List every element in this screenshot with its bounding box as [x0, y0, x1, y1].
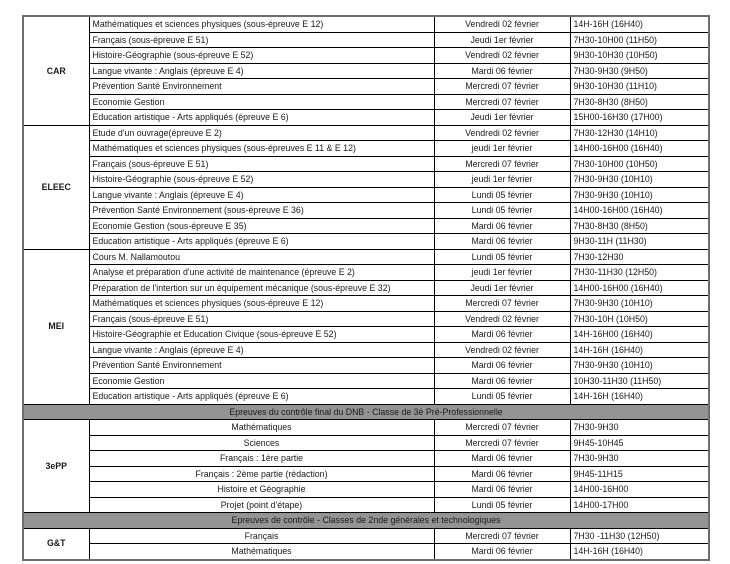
section-band-label: Epreuves du contrôle final du DNB - Classe de 3è Pré-Professionnelle — [23, 404, 709, 420]
date-cell: Mercredi 07 février — [434, 296, 570, 312]
group-code-cell: G&T — [23, 528, 89, 560]
date-cell: Vendredi 02 février — [434, 311, 570, 327]
date-cell: Mardi 06 février — [434, 466, 570, 482]
subject-cell: Français (sous-épreuve E 51) — [89, 156, 434, 172]
date-cell: Mercredi 07 février — [434, 528, 570, 544]
time-cell: 14H00-16H00 — [570, 482, 709, 498]
date-cell: Vendredi 02 février — [434, 16, 570, 32]
time-cell: 10H30-11H30 (11H50) — [570, 373, 709, 389]
time-cell: 14H-16H00 (16H40) — [570, 327, 709, 343]
time-cell: 15H00-16H30 (17H00) — [570, 110, 709, 126]
time-cell: 14H-16H (16H40) — [570, 544, 709, 560]
section-band-label: Epreuves de contrôle - Classes de 2nde générales et technologiques — [23, 513, 709, 529]
subject-cell: Français : 1ère partie — [89, 451, 434, 467]
table-row — [23, 342, 709, 358]
subject-cell: Analyse et préparation d'une activité de maintenance (épreuve E 2) — [89, 265, 434, 281]
table-row — [23, 435, 709, 451]
exam-schedule-body — [23, 16, 709, 560]
section-band-row — [23, 404, 709, 420]
date-cell: Mardi 06 février — [434, 544, 570, 560]
date-cell: Mardi 06 février — [434, 327, 570, 343]
table-row — [23, 265, 709, 281]
group-code-cell: ELEEC — [23, 125, 89, 249]
date-cell: Vendredi 02 février — [434, 125, 570, 141]
subject-cell: Economie Gestion — [89, 94, 434, 110]
subject-cell: Français (sous-épreuve E 51) — [89, 32, 434, 48]
date-cell: Lundi 05 février — [434, 187, 570, 203]
time-cell: 7H30-9H30 (9H50) — [570, 63, 709, 79]
time-cell: 14H-16H (16H40) — [570, 389, 709, 405]
date-cell: Mercredi 07 février — [434, 156, 570, 172]
subject-cell: Préparation de l'intertion sur un équipement mécanique (sous-épreuve E 32) — [89, 280, 434, 296]
group-code-cell: 3ePP — [23, 420, 89, 513]
date-cell: Lundi 05 février — [434, 203, 570, 219]
table-row — [23, 187, 709, 203]
date-cell: Vendredi 02 février — [434, 342, 570, 358]
time-cell: 7H30-9H30 — [570, 420, 709, 436]
time-cell: 14H00-17H00 — [570, 497, 709, 513]
time-cell: 14H00-16H00 (16H40) — [570, 280, 709, 296]
subject-cell: Prévention Santé Environnement — [89, 358, 434, 374]
subject-cell: Prévention Santé Environnement — [89, 79, 434, 95]
subject-cell: Projet (point d'étape) — [89, 497, 434, 513]
date-cell: Mardi 06 février — [434, 482, 570, 498]
time-cell: 9H45-11H15 — [570, 466, 709, 482]
subject-cell: Français : 2ème partie (rédaction) — [89, 466, 434, 482]
date-cell: Mercredi 07 février — [434, 420, 570, 436]
table-row — [23, 544, 709, 560]
time-cell: 9H30-10H30 (11H10) — [570, 79, 709, 95]
table-row — [23, 110, 709, 126]
time-cell: 7H30-10H00 (11H50) — [570, 32, 709, 48]
subject-cell: Français — [89, 528, 434, 544]
subject-cell: Histoire-Géographie (sous-épreuve E 52) — [89, 172, 434, 188]
date-cell: Mardi 06 février — [434, 373, 570, 389]
table-row — [23, 373, 709, 389]
table-row — [23, 218, 709, 234]
time-cell: 7H30 -11H30 (12H50) — [570, 528, 709, 544]
table-row — [23, 16, 709, 32]
subject-cell: Français (sous-épreuve E 51) — [89, 311, 434, 327]
table-row — [23, 280, 709, 296]
subject-cell: Economie Gestion (sous-épreuve E 35) — [89, 218, 434, 234]
date-cell: jeudi 1er février — [434, 265, 570, 281]
subject-cell: Prévention Santé Environnement (sous-épreuve E 36) — [89, 203, 434, 219]
date-cell: Mardi 06 février — [434, 218, 570, 234]
subject-cell: Education artistique - Arts appliqués (épreuve E 6) — [89, 110, 434, 126]
date-cell: Mardi 06 février — [434, 358, 570, 374]
table-row — [23, 466, 709, 482]
group-code-cell: MEI — [23, 249, 89, 404]
time-cell: 9H30-10H30 (10H50) — [570, 48, 709, 64]
table-row — [23, 296, 709, 312]
subject-cell: Histoire et Géographie — [89, 482, 434, 498]
table-row — [23, 32, 709, 48]
date-cell: Mercredi 07 février — [434, 94, 570, 110]
subject-cell: Economie Gestion — [89, 373, 434, 389]
time-cell: 14H00-16H00 (16H40) — [570, 141, 709, 157]
table-row — [23, 497, 709, 513]
time-cell: 7H30-9H30 (10H10) — [570, 296, 709, 312]
table-row — [23, 172, 709, 188]
time-cell: 7H30-9H30 (10H10) — [570, 187, 709, 203]
date-cell: jeudi 1er février — [434, 172, 570, 188]
subject-cell: Mathématiques — [89, 420, 434, 436]
table-row — [23, 358, 709, 374]
subject-cell: Etude d'un ouvrage(épreuve E 2) — [89, 125, 434, 141]
subject-cell: Langue vivante : Anglais (épreuve E 4) — [89, 187, 434, 203]
table-row — [23, 156, 709, 172]
time-cell: 7H30-9H30 — [570, 451, 709, 467]
time-cell: 7H30-12H30 (14H10) — [570, 125, 709, 141]
table-row — [23, 327, 709, 343]
time-cell: 7H30-11H30 (12H50) — [570, 265, 709, 281]
date-cell: Jeudi 1er février — [434, 110, 570, 126]
date-cell: Vendredi 02 février — [434, 48, 570, 64]
subject-cell: Mathématiques et sciences physiques (sous-épreuve E 12) — [89, 296, 434, 312]
subject-cell: Langue vivante : Anglais (épreuve E 4) — [89, 342, 434, 358]
date-cell: Mardi 06 février — [434, 63, 570, 79]
table-row — [23, 234, 709, 250]
table-row — [23, 125, 709, 141]
date-cell: Mardi 06 février — [434, 451, 570, 467]
date-cell: Mardi 06 février — [434, 234, 570, 250]
date-cell: Lundi 05 février — [434, 249, 570, 265]
section-band-row — [23, 513, 709, 529]
table-row — [23, 249, 709, 265]
time-cell: 7H30-8H30 (8H50) — [570, 94, 709, 110]
table-row — [23, 528, 709, 544]
exam-schedule-table — [22, 15, 710, 561]
subject-cell: Education artistique - Arts appliqués (épreuve E 6) — [89, 234, 434, 250]
table-row — [23, 420, 709, 436]
subject-cell: Langue vivante : Anglais (épreuve E 4) — [89, 63, 434, 79]
time-cell: 7H30-8H30 (8H50) — [570, 218, 709, 234]
table-row — [23, 141, 709, 157]
subject-cell: Mathématiques et sciences physiques (sous-épreuve E 12) — [89, 16, 434, 32]
table-row — [23, 389, 709, 405]
time-cell: 7H30-10H (10H50) — [570, 311, 709, 327]
table-row — [23, 79, 709, 95]
date-cell: Mercredi 07 février — [434, 435, 570, 451]
time-cell: 7H30-9H30 (10H10) — [570, 172, 709, 188]
subject-cell: Histoire-Géographie (sous-épreuve E 52) — [89, 48, 434, 64]
date-cell: Lundi 05 février — [434, 389, 570, 405]
subject-cell: Histoire-Géographie et Education Civique (sous-épreuve E 52) — [89, 327, 434, 343]
table-row — [23, 482, 709, 498]
time-cell: 14H-16H (16H40) — [570, 342, 709, 358]
date-cell: Jeudi 1er février — [434, 32, 570, 48]
time-cell: 9H30-11H (11H30) — [570, 234, 709, 250]
subject-cell: Sciences — [89, 435, 434, 451]
subject-cell: Education artistique - Arts appliqués (épreuve E 6) — [89, 389, 434, 405]
date-cell: jeudi 1er février — [434, 141, 570, 157]
time-cell: 14H-16H (16H40) — [570, 16, 709, 32]
table-row — [23, 311, 709, 327]
time-cell: 7H30-10H00 (10H50) — [570, 156, 709, 172]
date-cell: Mercredi 07 février — [434, 79, 570, 95]
group-code-cell: CAR — [23, 16, 89, 125]
time-cell: 14H00-16H00 (16H40) — [570, 203, 709, 219]
table-row — [23, 63, 709, 79]
table-row — [23, 48, 709, 64]
time-cell: 9H45-10H45 — [570, 435, 709, 451]
date-cell: Lundi 05 février — [434, 497, 570, 513]
subject-cell: Mathématiques et sciences physiques (sous-épreuves E 11 & E 12) — [89, 141, 434, 157]
table-row — [23, 94, 709, 110]
subject-cell: Mathématiques — [89, 544, 434, 560]
time-cell: 7H30-12H30 — [570, 249, 709, 265]
subject-cell: Cours M. Nallamoutou — [89, 249, 434, 265]
table-row — [23, 203, 709, 219]
date-cell: Jeudi 1er février — [434, 280, 570, 296]
time-cell: 7H30-9H30 (10H10) — [570, 358, 709, 374]
table-row — [23, 451, 709, 467]
